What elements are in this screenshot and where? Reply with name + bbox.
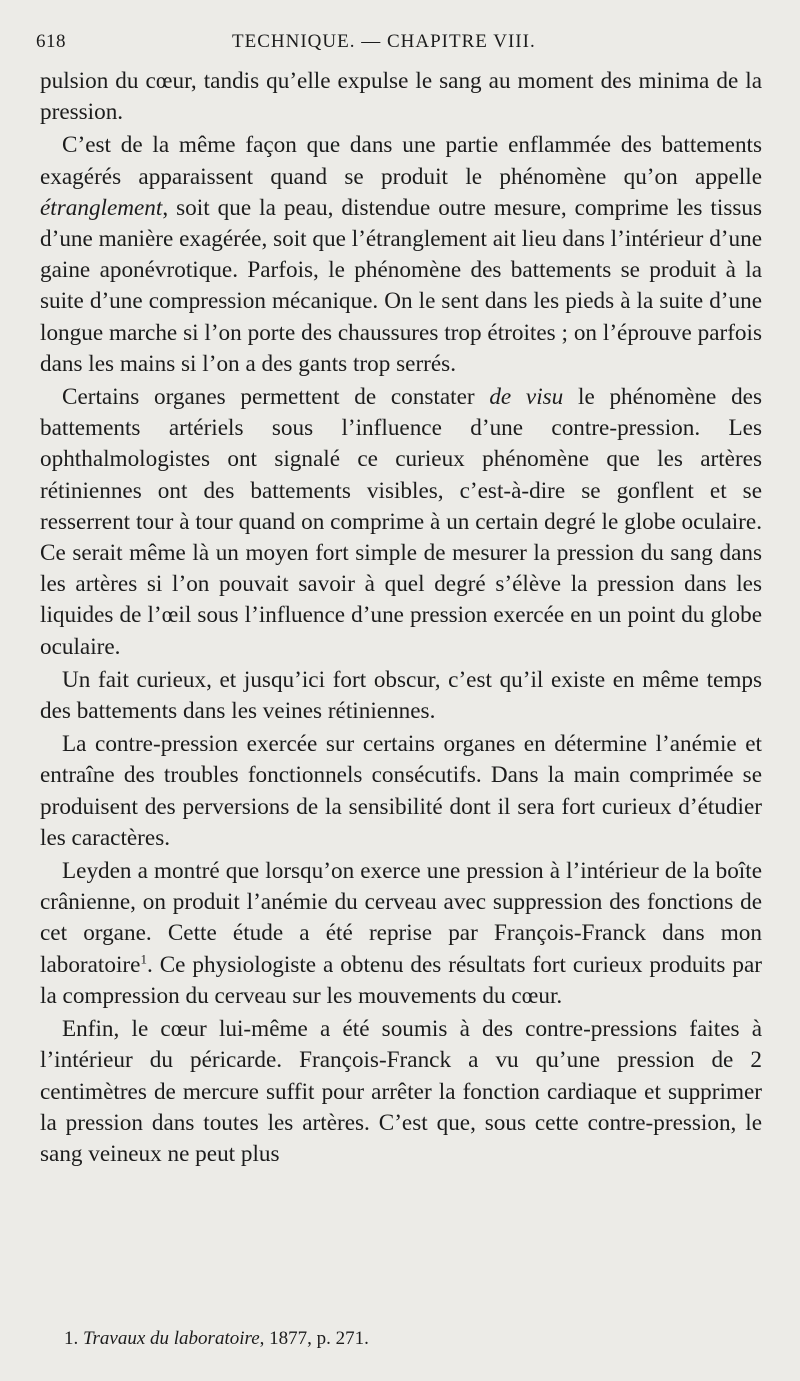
- paragraph-6: Leyden a montré que lorsqu’on exerce une pression à l’intérieur de la boîte crânienne, on produit l’anémie du cerveau avec suppression des fonctions de cet organe. Cette étude a été reprise par François-Franck dans mon laboratoire$^1$. Ce physiologiste a obtenu des résultats fort curieux produits par la compression du cerveau sur les mouvements du cœur.: [40, 858, 762, 1009]
- running-title: TECHNIQUE. — CHAPITRE VIII.: [232, 31, 536, 52]
- footnote-title: Travaux du laboratoire: [83, 1328, 260, 1349]
- emphasis-etranglement: étranglement: [40, 194, 163, 221]
- paragraph-1: pulsion du cœur, tandis qu’elle expulse le sang au moment des minima de la pression.: [40, 68, 762, 126]
- footnote: [64, 1328, 369, 1350]
- paragraph-5: La contre-pression exercée sur certains organes en détermine l’anémie et entraîne des troubles fonctionnels consécutifs. Dans la main comprimée se produisent des perversions de la sensibilité dont il sera fort curieux d’étudier les caractères.: [40, 731, 762, 851]
- body-text: [40, 66, 762, 1172]
- page-number: 618: [36, 31, 66, 52]
- paragraph-2: C’est de la même façon que dans une partie enflammée des battements exagérés apparaissent quand se produit le phénomène qu’on appelle étranglement, soit que la peau, distendue outre mesure, comprime les tissus d’une manière exagérée, soit que l’étranglement ait lieu dans l’intérieur d’une gaine aponévrotique. Parfois, le phénomène des battements se produit à la suite d’une compression mécanique. On le sent dans les pieds à la suite d’une longue marche si l’on porte des chaussures trop étroites ; on l’éprouve parfois dans les mains si l’on a des gants trop serrés.: [40, 132, 762, 377]
- footnote-rest: , 1877, p. 271.: [259, 1328, 369, 1349]
- emphasis-de-visu: de visu: [489, 384, 564, 411]
- page-header: [36, 31, 756, 63]
- paragraph-7: Enfin, le cœur lui-même a été soumis à des contre-pressions faites à l’intérieur du péricarde. François-Franck a vu qu’une pression de 2 centimètres de mercure suffit pour arrêter la fonction cardiaque et supprimer la pression dans toutes les artères. C’est que, sous cette contre-pression, le sang veineux ne peut plus: [40, 1016, 762, 1167]
- footnote-number: 1.: [64, 1328, 79, 1349]
- paragraph-4: Un fait curieux, et jusqu’ici fort obscur, c’est qu’il existe en même temps des battements dans les veines rétiniennes.: [40, 666, 762, 725]
- paragraph-3: Certains organes permettent de constater de visu le phénomène des battements artériels sous l’influence d’une contre-pression. Les ophthalmologistes ont signalé ce curieux phénomène que les artères rétiniennes ont des battements visibles, c’est-à-dire se gonflent et se resserrent tour à tour quand on comprime à un certain degré le globe oculaire. Ce serait même là un moyen fort simple de mesurer la pression du sang dans les artères si l’on pouvait savoir à quel degré s’élève la pression dans les liquides de l’œil sous l’influence d’une pression exercée en un point du globe oculaire.: [40, 384, 762, 660]
- footnote-ref[interactable]: 1: [140, 950, 147, 966]
